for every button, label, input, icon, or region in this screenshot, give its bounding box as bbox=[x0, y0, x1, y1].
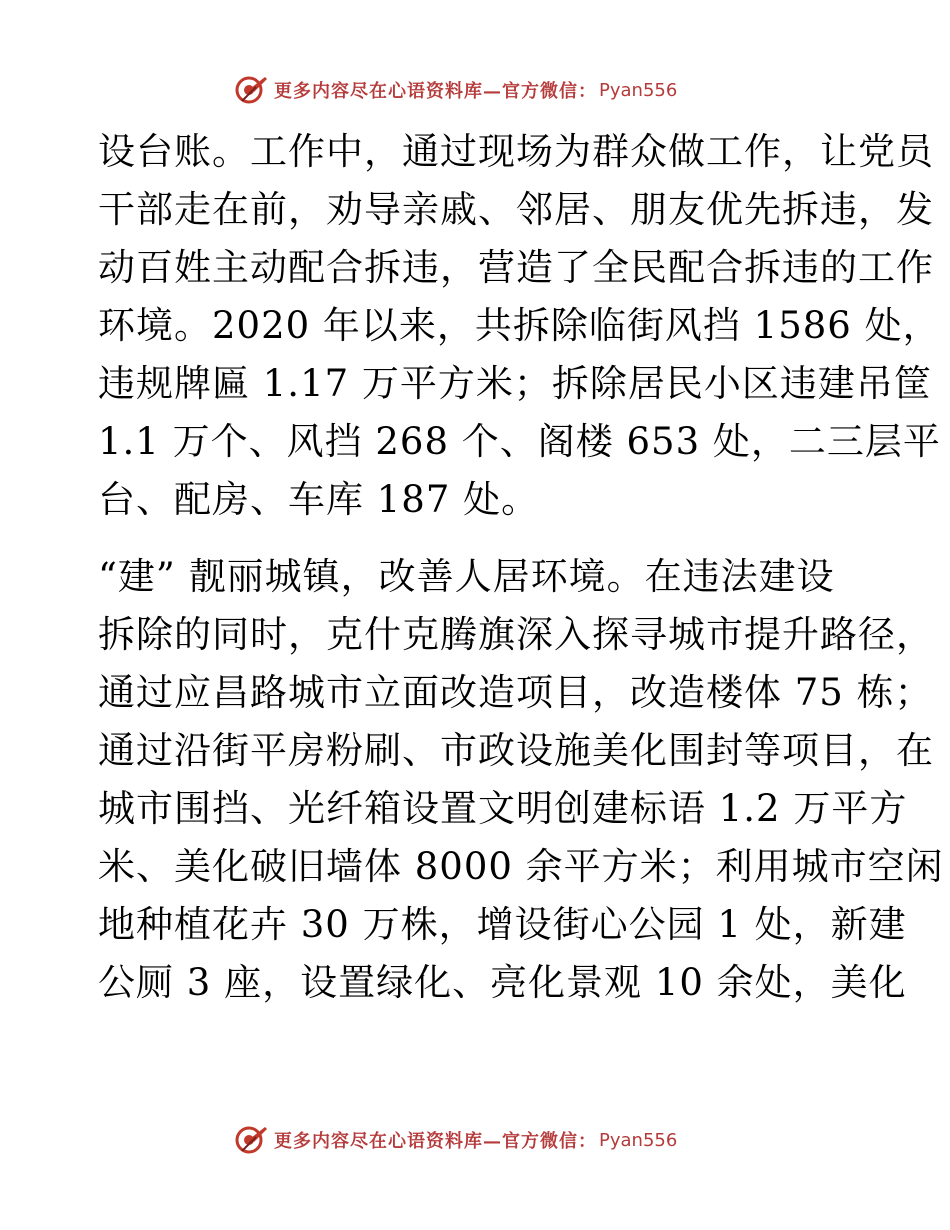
paragraph-line: 米、美化破旧墙体 8000 余平方米；利用城市空闲 bbox=[98, 845, 944, 888]
header-banner bbox=[234, 72, 677, 108]
paragraph-line: 通过沿街平房粉刷、市政设施美化围封等项目，在 bbox=[98, 729, 934, 772]
paragraph-line: 地种植花卉 30 万株，增设街心公园 1 处，新建 bbox=[98, 903, 907, 946]
paragraph-line: 环境。2020 年以来，共拆除临街风挡 1586 处， bbox=[98, 304, 941, 347]
paragraph-line: 拆除的同时，克什克腾旗深入探寻城市提升路径， bbox=[98, 613, 934, 656]
paragraph-1 bbox=[98, 123, 941, 529]
paragraph-line: 1.1 万个、风挡 268 个、阁楼 653 处，二三层平 bbox=[98, 420, 941, 463]
paragraph-2 bbox=[98, 548, 944, 1012]
footer-banner bbox=[234, 1122, 677, 1158]
paragraph-line: 动百姓主动配合拆违，营造了全民配合拆违的工作 bbox=[98, 246, 934, 289]
banner-wechat-id: Pyan556 bbox=[599, 1129, 678, 1151]
paragraph-line: “建” 靓丽城镇，改善人居环境。在违法建设 bbox=[98, 555, 835, 598]
paragraph-line: 设台账。工作中，通过现场为群众做工作，让党员 bbox=[98, 130, 934, 173]
pen-logo-icon bbox=[234, 73, 268, 107]
paragraph-line: 通过应昌路城市立面改造项目，改造楼体 75 栋； bbox=[98, 671, 933, 714]
banner-text: 更多内容尽在心语资料库—官方微信： bbox=[274, 1131, 597, 1152]
paragraph-line: 公厕 3 座，设置绿化、亮化景观 10 余处，美化 bbox=[98, 961, 907, 1004]
banner-wechat-id: Pyan556 bbox=[599, 79, 678, 101]
paragraph-line: 干部走在前，劝导亲戚、邻居、朋友优先拆违，发 bbox=[98, 188, 934, 231]
paragraph-line: 违规牌匾 1.17 万平方米；拆除居民小区违建吊筐 bbox=[98, 362, 932, 405]
paragraph-line: 台、配房、车库 187 处。 bbox=[98, 478, 540, 521]
paragraph-line: 城市围挡、光纤箱设置文明创建标语 1.2 万平方 bbox=[98, 787, 908, 830]
pen-logo-icon bbox=[234, 1123, 268, 1157]
banner-text: 更多内容尽在心语资料库—官方微信： bbox=[274, 81, 597, 102]
